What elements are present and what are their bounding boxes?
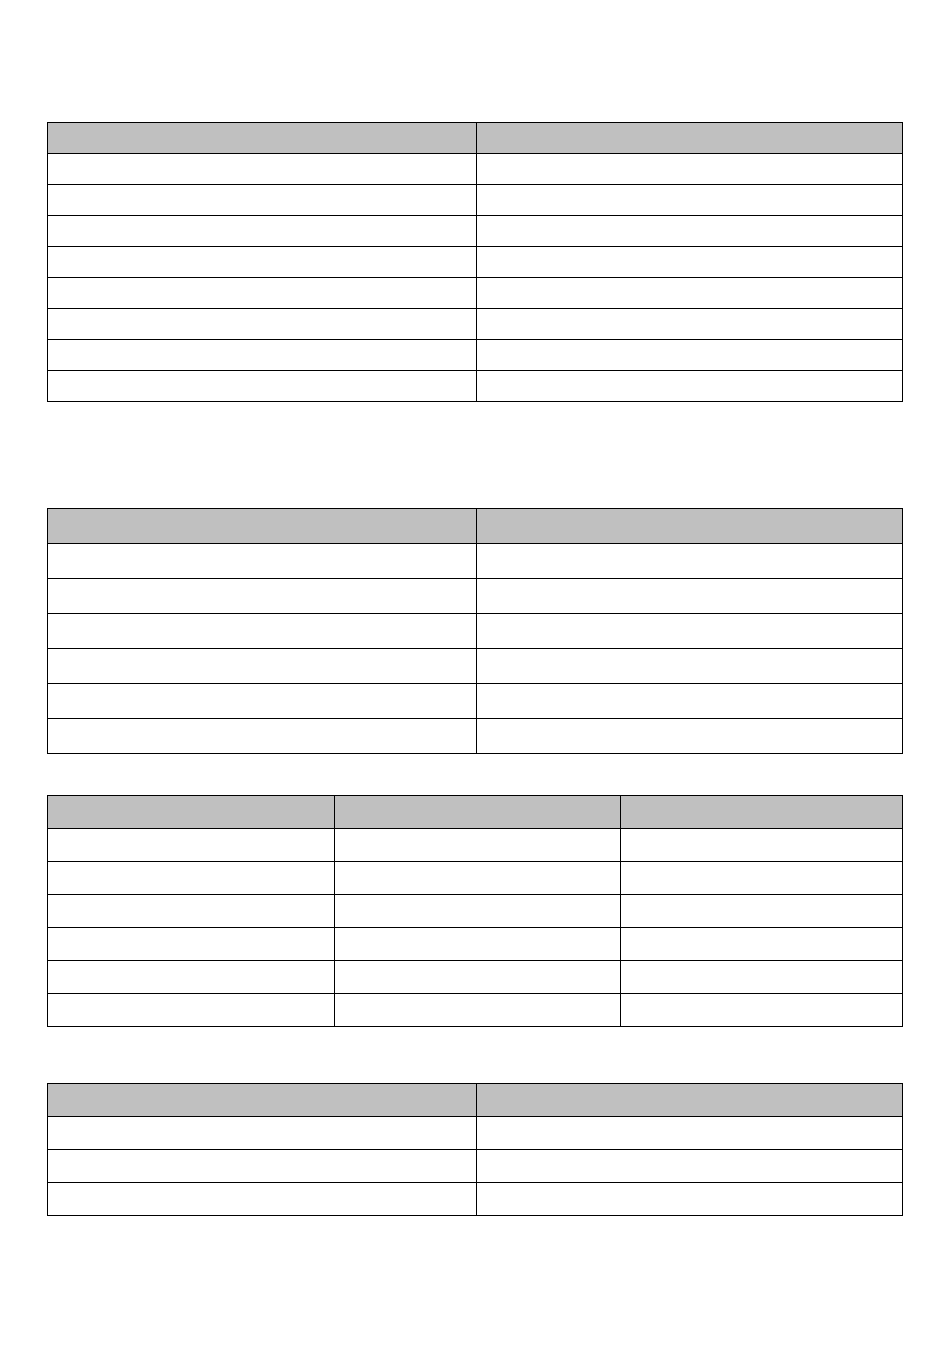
table-header-cell [477, 1084, 903, 1117]
table-header-cell [48, 1084, 477, 1117]
table-row [48, 719, 903, 754]
table-cell [48, 278, 477, 309]
table-cell [48, 895, 335, 928]
table-cell [477, 309, 903, 340]
table-cell [48, 371, 477, 402]
table-cell [48, 309, 477, 340]
table-cell [620, 829, 902, 862]
table-header-row [48, 123, 903, 154]
table-cell [48, 154, 477, 185]
data-table-3 [47, 795, 903, 1027]
table-cell [477, 216, 903, 247]
table-row [48, 371, 903, 402]
table-cell [48, 1183, 477, 1216]
table-row [48, 614, 903, 649]
table-cell [477, 185, 903, 216]
table-row [48, 247, 903, 278]
table-row [48, 862, 903, 895]
table-cell [48, 829, 335, 862]
table-cell [48, 994, 335, 1027]
table-cell [48, 185, 477, 216]
table-cell [477, 684, 903, 719]
table-cell [477, 247, 903, 278]
table-header-row [48, 1084, 903, 1117]
table-row [48, 1117, 903, 1150]
table-row [48, 961, 903, 994]
table-cell [335, 928, 621, 961]
table-header-cell [335, 796, 621, 829]
table-row [48, 829, 903, 862]
table-cell [48, 684, 477, 719]
table-cell [477, 1117, 903, 1150]
table-cell [477, 278, 903, 309]
table-cell [477, 1150, 903, 1183]
table-cell [477, 340, 903, 371]
table-cell [48, 579, 477, 614]
table-row [48, 185, 903, 216]
table-cell [335, 994, 621, 1027]
table-header-cell [48, 796, 335, 829]
table-row [48, 216, 903, 247]
table-cell [620, 928, 902, 961]
table-row [48, 994, 903, 1027]
table-row [48, 928, 903, 961]
table-cell [477, 371, 903, 402]
table-cell [335, 895, 621, 928]
table-row [48, 579, 903, 614]
table-header-cell [477, 509, 903, 544]
table-header-cell [48, 123, 477, 154]
table-cell [335, 829, 621, 862]
data-table-1 [47, 122, 903, 402]
table-row [48, 1183, 903, 1216]
table-cell [477, 544, 903, 579]
table-cell [48, 649, 477, 684]
table-row [48, 340, 903, 371]
table-cell [48, 247, 477, 278]
table-header-row [48, 509, 903, 544]
table-header-cell [48, 509, 477, 544]
table-row [48, 154, 903, 185]
table-row [48, 278, 903, 309]
table-row [48, 1150, 903, 1183]
table-cell [48, 544, 477, 579]
table-cell [335, 961, 621, 994]
table-cell [48, 614, 477, 649]
table-cell [48, 862, 335, 895]
table-cell [477, 719, 903, 754]
table-cell [477, 649, 903, 684]
table-cell [48, 340, 477, 371]
table-cell [48, 961, 335, 994]
table-cell [48, 719, 477, 754]
table-header-cell [477, 123, 903, 154]
table-header-cell [620, 796, 902, 829]
table-cell [620, 895, 902, 928]
table-cell [477, 1183, 903, 1216]
table-cell [620, 994, 902, 1027]
table-row [48, 895, 903, 928]
table-cell [48, 928, 335, 961]
table-cell [477, 579, 903, 614]
table-cell [48, 1150, 477, 1183]
table-cell [335, 862, 621, 895]
table-cell [48, 216, 477, 247]
table-row [48, 309, 903, 340]
table-cell [477, 154, 903, 185]
table-row [48, 649, 903, 684]
table-row [48, 684, 903, 719]
table-cell [48, 1117, 477, 1150]
table-header-row [48, 796, 903, 829]
table-cell [620, 862, 902, 895]
table-cell [477, 614, 903, 649]
table-row [48, 544, 903, 579]
data-table-4 [47, 1083, 903, 1216]
table-cell [620, 961, 902, 994]
data-table-2 [47, 508, 903, 754]
